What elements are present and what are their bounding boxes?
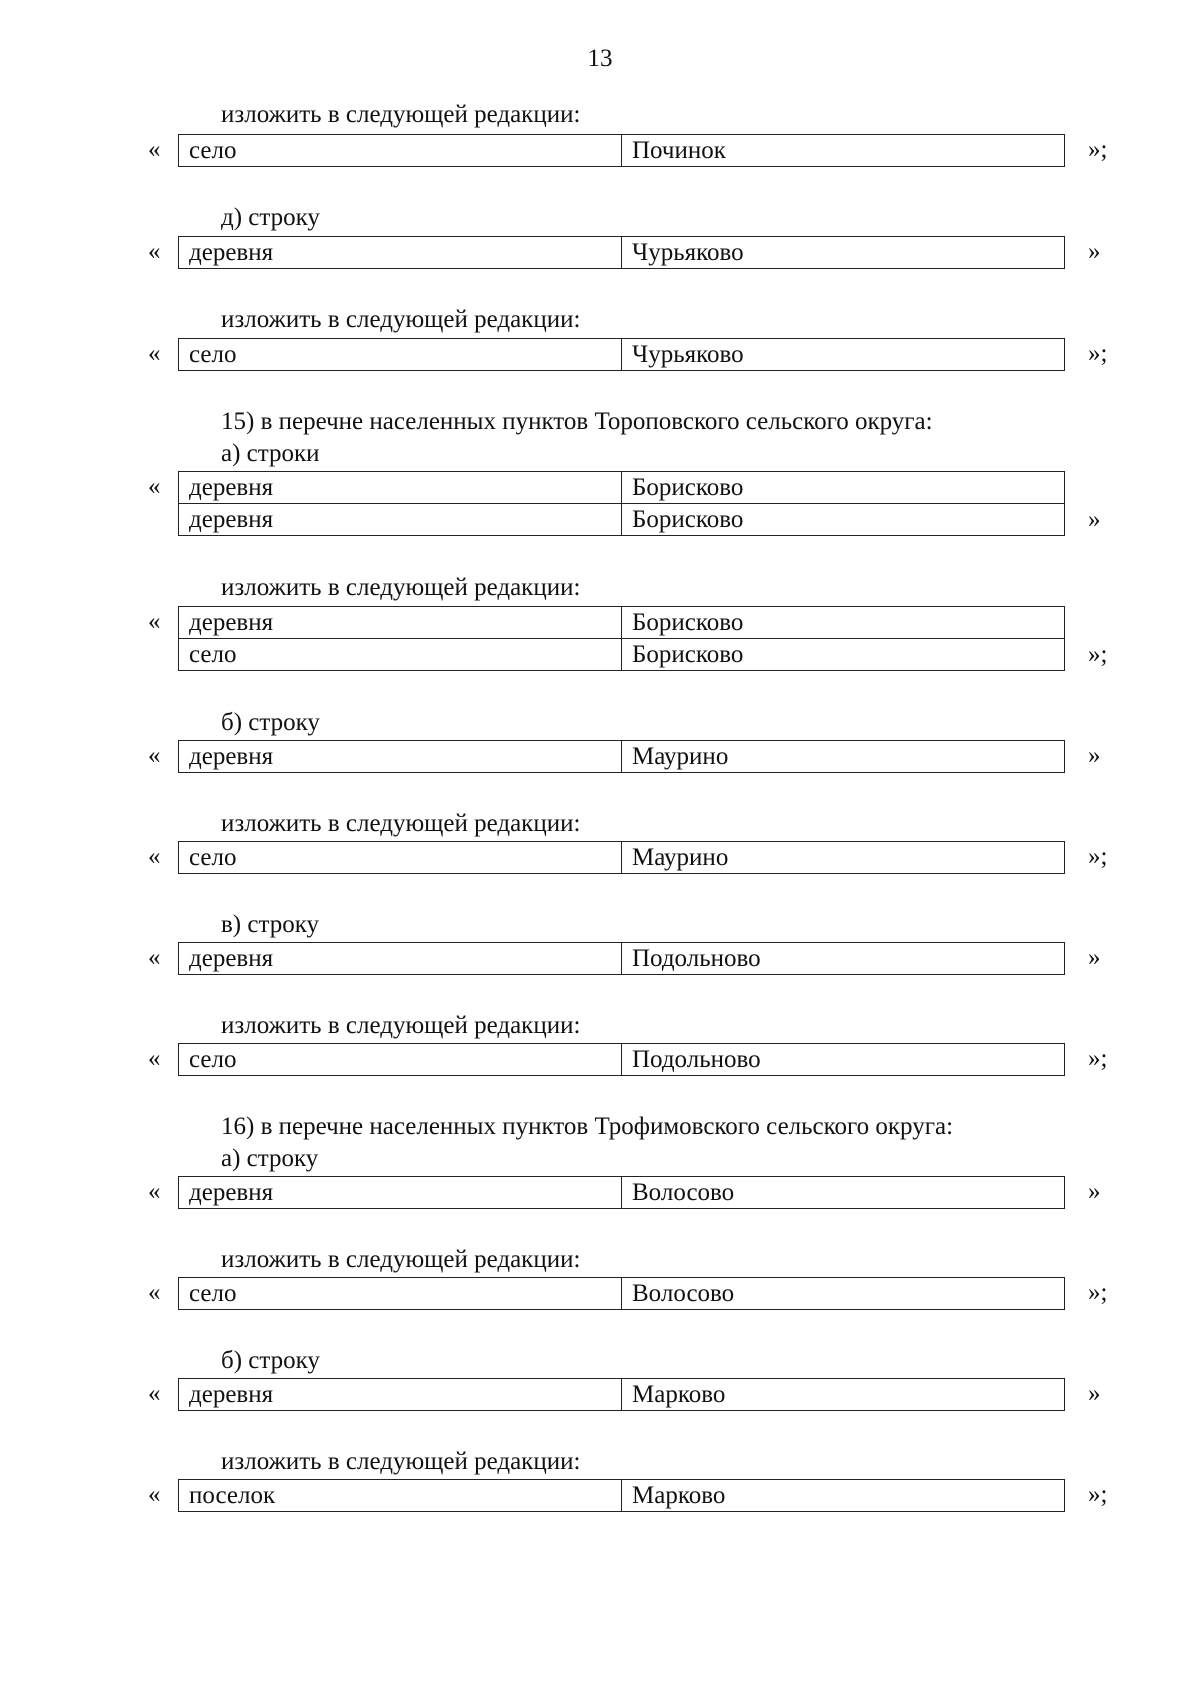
settlement-type-cell: деревня xyxy=(179,1177,622,1209)
quote-open: « xyxy=(148,608,161,635)
quote-close: »; xyxy=(1088,340,1108,367)
settlement-type-cell: село xyxy=(179,639,622,671)
section-heading: б) строку xyxy=(221,709,320,736)
table-row xyxy=(179,1379,1065,1411)
settlement-name-cell: Борисково xyxy=(622,504,1065,536)
quote-close: »; xyxy=(1088,1279,1108,1306)
table-row xyxy=(179,741,1065,773)
quote-close: » xyxy=(1088,944,1101,971)
quote-close: » xyxy=(1088,1178,1101,1205)
settlement-type-cell: деревня xyxy=(179,607,622,639)
settlement-type-cell: село xyxy=(179,842,622,874)
section-heading: в) строку xyxy=(221,911,319,938)
section-heading: изложить в следующей редакции: xyxy=(221,574,581,601)
table-row xyxy=(179,472,1065,504)
settlement-table xyxy=(178,606,1065,671)
quote-open: « xyxy=(148,843,161,870)
section-heading: а) строки xyxy=(221,440,320,467)
quote-open: « xyxy=(148,340,161,367)
settlement-table xyxy=(178,740,1065,773)
quote-open: « xyxy=(148,1279,161,1306)
table-row xyxy=(179,135,1065,167)
settlement-table xyxy=(178,338,1065,371)
settlement-name-cell: Чурьяково xyxy=(622,237,1065,269)
quote-open: « xyxy=(148,473,161,500)
table-row xyxy=(179,607,1065,639)
section-heading: д) строку xyxy=(221,204,320,231)
settlement-name-cell: Волосово xyxy=(622,1177,1065,1209)
settlement-type-cell: село xyxy=(179,339,622,371)
quote-open: « xyxy=(148,136,161,163)
settlement-name-cell: Подольново xyxy=(622,943,1065,975)
settlement-table xyxy=(178,134,1065,167)
table-row xyxy=(179,1480,1065,1512)
quote-close: »; xyxy=(1088,136,1108,163)
settlement-type-cell: село xyxy=(179,135,622,167)
quote-close: » xyxy=(1088,1380,1101,1407)
settlement-name-cell: Волосово xyxy=(622,1278,1065,1310)
settlement-table xyxy=(178,471,1065,536)
settlement-type-cell: поселок xyxy=(179,1480,622,1512)
settlement-name-cell: Марково xyxy=(622,1480,1065,1512)
table-row xyxy=(179,1044,1065,1076)
settlement-type-cell: деревня xyxy=(179,472,622,504)
settlement-name-cell: Подольново xyxy=(622,1044,1065,1076)
quote-close: »; xyxy=(1088,1045,1108,1072)
settlement-name-cell: Маурино xyxy=(622,741,1065,773)
quote-open: « xyxy=(148,1178,161,1205)
settlement-name-cell: Маурино xyxy=(622,842,1065,874)
quote-close: » xyxy=(1088,238,1101,265)
quote-close: »; xyxy=(1088,843,1108,870)
quote-close: » xyxy=(1088,742,1101,769)
section-heading: изложить в следующей редакции: xyxy=(221,1448,581,1475)
settlement-table xyxy=(178,1176,1065,1209)
section-heading: изложить в следующей редакции: xyxy=(221,810,581,837)
settlement-name-cell: Борисково xyxy=(622,607,1065,639)
settlement-name-cell: Чурьяково xyxy=(622,339,1065,371)
quote-open: « xyxy=(148,1045,161,1072)
table-row xyxy=(179,504,1065,536)
section-heading: 16) в перечне населенных пунктов Трофимовского сельского округа: xyxy=(221,1113,954,1140)
settlement-type-cell: село xyxy=(179,1278,622,1310)
settlement-type-cell: деревня xyxy=(179,237,622,269)
settlement-type-cell: село xyxy=(179,1044,622,1076)
quote-close: » xyxy=(1088,506,1101,533)
table-row xyxy=(179,237,1065,269)
table-row xyxy=(179,842,1065,874)
quote-open: « xyxy=(148,1481,161,1508)
section-heading: изложить в следующей редакции: xyxy=(221,1012,581,1039)
settlement-table xyxy=(178,1378,1065,1411)
settlement-type-cell: деревня xyxy=(179,504,622,536)
quote-open: « xyxy=(148,742,161,769)
settlement-table xyxy=(178,236,1065,269)
settlement-table xyxy=(178,1043,1065,1076)
section-heading: б) строку xyxy=(221,1347,320,1374)
settlement-name-cell: Починок xyxy=(622,135,1065,167)
settlement-name-cell: Борисково xyxy=(622,639,1065,671)
section-heading: а) строку xyxy=(221,1145,319,1172)
table-row xyxy=(179,639,1065,671)
quote-open: « xyxy=(148,1380,161,1407)
table-row xyxy=(179,943,1065,975)
settlement-type-cell: деревня xyxy=(179,1379,622,1411)
settlement-table xyxy=(178,841,1065,874)
table-row xyxy=(179,1278,1065,1310)
section-heading: изложить в следующей редакции: xyxy=(221,306,581,333)
settlement-type-cell: деревня xyxy=(179,943,622,975)
settlement-type-cell: деревня xyxy=(179,741,622,773)
section-heading: 15) в перечне населенных пунктов Тороповского сельского округа: xyxy=(221,408,933,435)
page-number: 13 xyxy=(587,45,613,72)
quote-close: »; xyxy=(1088,641,1108,668)
settlement-table xyxy=(178,1479,1065,1512)
table-row xyxy=(179,1177,1065,1209)
section-heading: изложить в следующей редакции: xyxy=(221,1246,581,1273)
quote-close: »; xyxy=(1088,1481,1108,1508)
settlement-table xyxy=(178,942,1065,975)
quote-open: « xyxy=(148,944,161,971)
settlement-name-cell: Борисково xyxy=(622,472,1065,504)
section-heading: изложить в следующей редакции: xyxy=(221,101,581,128)
table-row xyxy=(179,339,1065,371)
settlement-table xyxy=(178,1277,1065,1310)
settlement-name-cell: Марково xyxy=(622,1379,1065,1411)
quote-open: « xyxy=(148,238,161,265)
